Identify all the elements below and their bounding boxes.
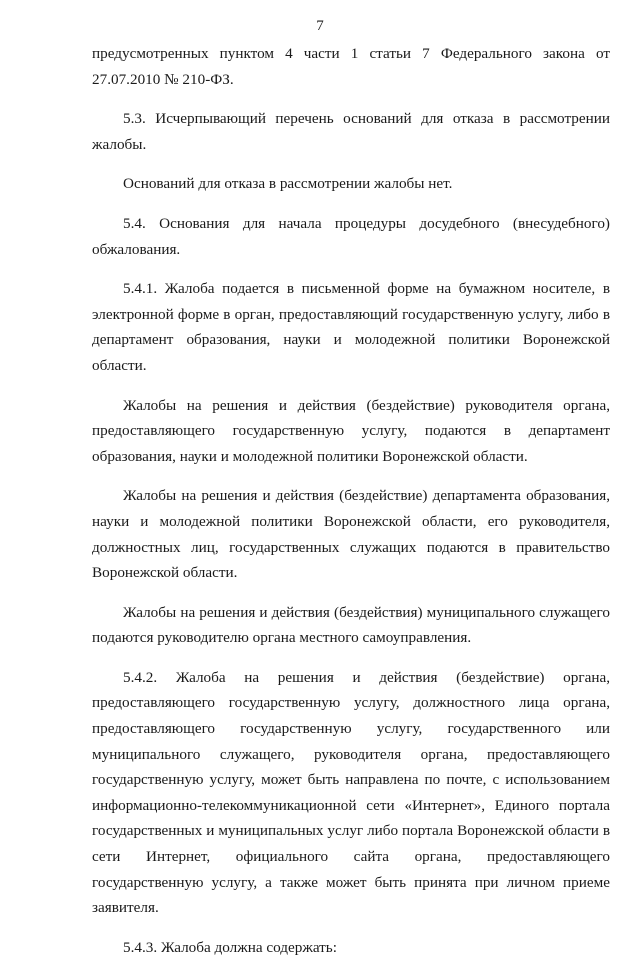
- paragraph-complaints-department: Жалобы на решения и действия (бездействие) департамента образования, науки и молодежной политики Воронежской области, его руководителя, должностных лиц, государственных служащих подаются в правительство Воронежской области.: [92, 487, 610, 582]
- paragraph-complaints-municipal: Жалобы на решения и действия (бездействия) муниципального служащего подаются руководителю органа местного самоуправления.: [92, 603, 610, 647]
- paragraph-continuation: предусмотренных пунктом 4 части 1 статьи 7 Федерального закона от 27.07.2010 № 210-ФЗ.: [92, 45, 610, 88]
- paragraph-5-4-1: 5.4.1. Жалоба подается в письменной форме на бумажном носителе, в электронной форме в орган, предоставляющий государственную услугу, либо в департамент образования, науки и молодежной политики Воронежской области.: [92, 280, 610, 374]
- paragraph-5-4-3: 5.4.3. Жалоба должна содержать:: [123, 938, 337, 956]
- document-body: [92, 41, 610, 960]
- paragraph-no-grounds: Оснований для отказа в рассмотрении жалобы нет.: [123, 175, 453, 193]
- paragraph-5-3: 5.3. Исчерпывающий перечень оснований для отказа в рассмотрении жалобы.: [92, 110, 610, 153]
- page-number: 7: [316, 18, 324, 34]
- paragraph-5-4-2: 5.4.2. Жалоба на решения и действия (бездействие) органа, предоставляющего государственную услугу, должностного лица органа, предоставляющего государственную услугу, государственного или муниципального служащего, руководителя органа, предоставляющего государственную услугу, может быть направлена по почте, с использованием информационно-телекоммуникационной сети «Интернет», Единого портала государственных и муниципальных услуг либо портала Воронежской области в сети Интернет, официального сайта органа, предоставляющего государственную услугу, а также может быть принята при личном приеме заявителя.: [92, 668, 610, 917]
- paragraph-complaints-head: Жалобы на решения и действия (бездействие) руководителя органа, предоставляющего государственную услугу, подаются в департамент образования, науки и молодежной политики Воронежской области.: [92, 396, 610, 465]
- paragraph-5-4: 5.4. Основания для начала процедуры досудебного (внесудебного) обжалования.: [92, 214, 610, 258]
